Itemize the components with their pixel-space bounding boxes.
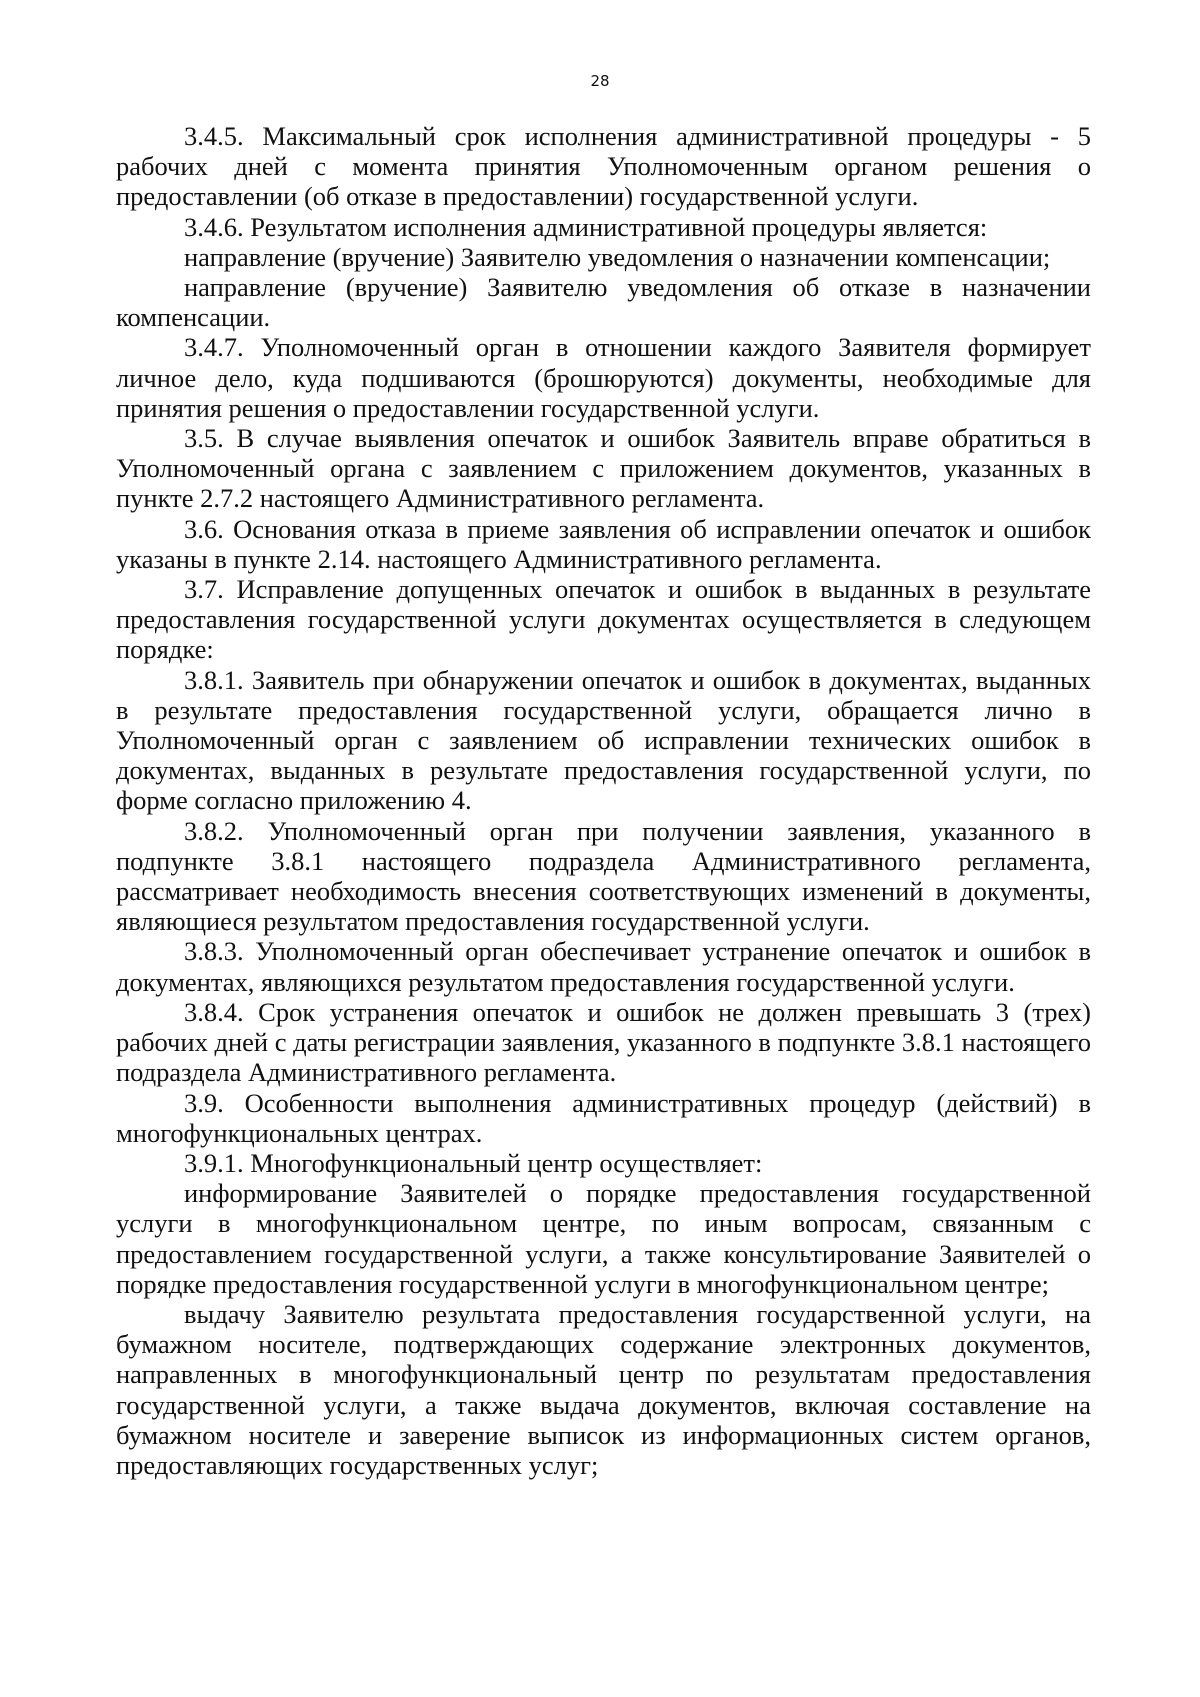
paragraph-3-8-1: 3.8.1. Заявитель при обнаружении опечаток и ошибок в документах, выданных в результате предоставления государственной услуги, обращается лично в Уполномоченный орган с заявлением об исправлении технических ошибок в документах, выданных в результате предоставления государственной услуги, по форме согласно приложению 4. [116, 664, 1091, 816]
paragraph-3-8-3: 3.8.3. Уполномоченный орган обеспечивает устранение опечаток и ошибок в документах, являющихся результатом предоставления государственной услуги. [116, 936, 1091, 997]
paragraph-3-4-6-item-refuse: направление (вручение) Заявителю уведомления об отказе в назначении компенсации. [116, 272, 1091, 333]
paragraph-3-4-6: 3.4.6. Результатом исполнения административной процедуры является: [184, 211, 988, 242]
paragraph-3-9-1-item-informing: информирование Заявителей о порядке предоставления государственной услуги в многофункциональном центре, по иным вопросам, связанным с предоставлением государственной услуги, а также консультирование Заявителей о порядке предоставления государственной услуги в многофункциональном центре; [116, 1178, 1091, 1299]
document-body [116, 121, 1091, 1480]
paragraph-3-7: 3.7. Исправление допущенных опечаток и ошибок в выданных в результате предоставления государственной услуги документах осуществляется в следующем порядке: [116, 574, 1091, 665]
paragraph-3-5: 3.5. В случае выявления опечаток и ошибок Заявитель вправе обратиться в Уполномоченный органа с заявлением с приложением документов, указанных в пункте 2.7.2 настоящего Административного регламента. [116, 423, 1091, 514]
paragraph-3-6: 3.6. Основания отказа в приеме заявления об исправлении опечаток и ошибок указаны в пункте 2.14. настоящего Административного регламента. [116, 513, 1091, 574]
page-number: 28 [590, 72, 610, 90]
paragraph-3-4-7: 3.4.7. Уполномоченный орган в отношении каждого Заявителя формирует личное дело, куда подшиваются (брошюруются) документы, необходимые для принятия решения о предоставлении государственной услуги. [116, 332, 1091, 423]
paragraph-3-4-5: 3.4.5. Максимальный срок исполнения административной процедуры - 5 рабочих дней с момента принятия Уполномоченным органом решения о предоставлении (об отказе в предоставлении) государственной услуги. [116, 121, 1091, 212]
paragraph-3-9: 3.9. Особенности выполнения административных процедур (действий) в многофункциональных центрах. [116, 1087, 1091, 1148]
paragraph-3-9-1-item-issuing: выдачу Заявителю результата предоставления государственной услуги, на бумажном носителе, подтверждающих содержание электронных документов, направленных в многофункциональный центр по результатам предоставления государственной услуги, а также выдача документов, включая составление на бумажном носителе и заверение выписок из информационных систем органов, предоставляющих государственных услуг; [116, 1298, 1091, 1480]
paragraph-3-4-6-item-assign: направление (вручение) Заявителю уведомления о назначении компенсации; [184, 241, 1051, 272]
paragraph-3-8-2: 3.8.2. Уполномоченный орган при получении заявления, указанного в подпункте 3.8.1 настоящего подраздела Административного регламента, рассматривает необходимость внесения соответствующих изменений в документы, являющиеся результатом предоставления государственной услуги. [116, 815, 1091, 937]
paragraph-3-9-1: 3.9.1. Многофункциональный центр осуществляет: [184, 1147, 763, 1178]
paragraph-3-8-4: 3.8.4. Срок устранения опечаток и ошибок не должен превышать 3 (трех) рабочих дней с даты регистрации заявления, указанного в подпункте 3.8.1 настоящего подраздела Административного регламента. [116, 996, 1091, 1088]
